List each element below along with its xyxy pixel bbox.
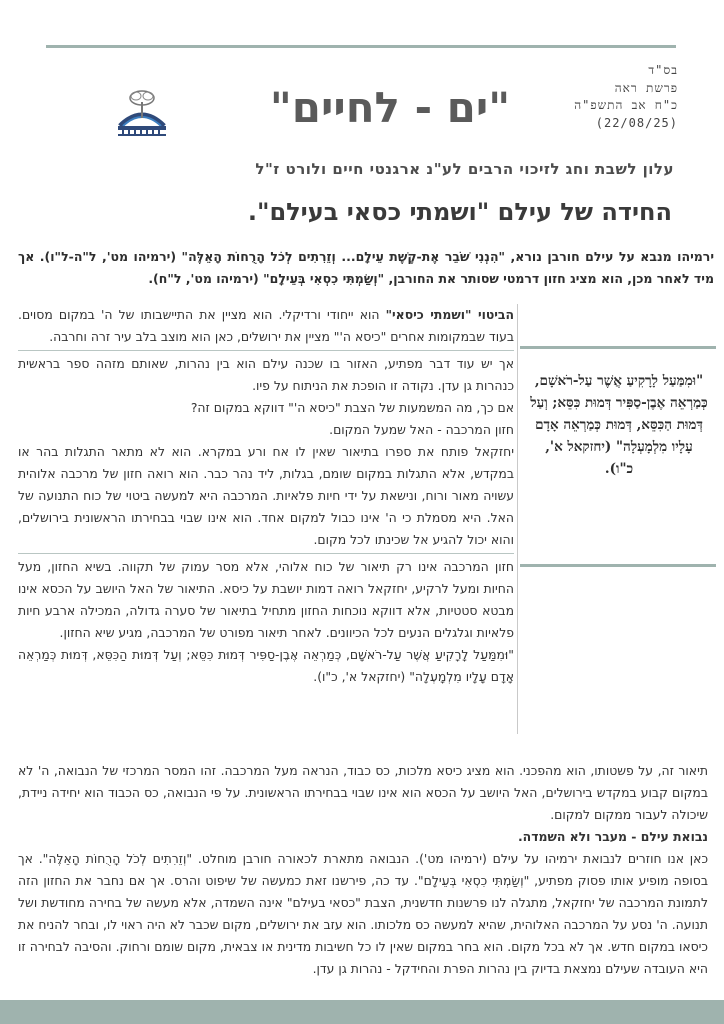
full-width-column [18, 760, 708, 980]
article-intro [18, 246, 714, 290]
paragraph: תיאור זה, על פשטותו, הוא מהפכני. הוא מציג כיסא מלכות, כס כבוד, הנראה מעל המרכבה. זהו המסר המרכזי של הנבואה, ה' לא במקום קבוע במקדש בירושלים, האל היושב על הכסא הוא אינו שבוי בבחירתו הראשונית. על פי הנבואה, כס הכבוד הוא יחידה ניידת, שיכולה לעבור ממקום למקום. [18, 763, 708, 822]
paragraph: "וּמִמַּעַל לָרָקִיעַ אֲשֶׁר עַל-רֹאשָׁם, כְּמַרְאֵה אֶבֶן-סַפִּיר דְּמוּת כִּסֵּא; וְעַל דְּמוּת הַכִּסֵּא, דְּמוּת כְּמַרְאֵה אָדָם עָלָיו מִלְמָעְלָה" (יחזקאל א', כ"ו). [18, 647, 514, 684]
paragraph: חזון המרכבה אינו רק תיאור של כוח אלוהי, אלא מסר עמוק של תקווה. בשיא החזון, מעל החיות ומעל לרקיע, יחזקאל רואה דמות יושבת על כיסא. התיאור של האל היושב על הכסא אינו מבטא סטטיות, אלא דווקא נוכחות החזון מתחיל בתיאור של סערה גדולה, המכילה ארבע חיות פלאיות וגלגלים הנעים לכל הכיוונים. לאחר תיאור מפורט של המרכבה, מגיע שיא החזון. [18, 559, 514, 640]
main-column [18, 304, 514, 688]
logo [112, 84, 172, 144]
pullquote-rule-top [520, 346, 716, 349]
meta-line: (22/08/25) [595, 115, 678, 130]
paragraph: חזון המרכבה - האל שמעל המקום. [329, 422, 514, 437]
pullquote-rule-bottom [520, 564, 716, 567]
section-divider [18, 553, 514, 554]
meta-line: בס"ד [648, 63, 678, 77]
section-divider [18, 350, 514, 351]
newsletter-title: "ים - לחיים" [269, 83, 511, 132]
article-headline: החידה של עילם "ושמתי כסאי בעילם". [247, 198, 672, 226]
paragraph: אך יש עוד דבר מפתיע, האזור בו שכנה עילם הוא בין נהרות, שאותם מזהה ספר בראשית כנהרות גן עדן. נקודה זו הופכת את הניתוח על פיו. [18, 356, 514, 393]
tree-bridge-logo-icon [112, 84, 172, 144]
bottom-band [0, 1000, 724, 1024]
top-rule [46, 45, 676, 48]
meta-line: פרשת ראה [614, 80, 678, 95]
paragraph-text: הוא ייחודי ורדיקלי. הוא מציין את התיישבותו של ה' במקום מסוים. בעוד שבמקומות אחרים "כיסא ה'" מציין את ירושלים, כאן הוא מוצב בלב עיר זרה וחרבה. [18, 307, 514, 344]
paragraph: אם כך, מה המשמעות של הצבת "כיסא ה'" דווקא במקום זה? [190, 400, 514, 415]
lead-phrase: הביטוי "ושמתי כיסאי" [385, 307, 514, 322]
issue-meta [574, 62, 678, 132]
paragraph: יחזקאל פותח את ספרו בתיאור שאין לו אח ורע במקרא. הוא לא מתאר התגלות בהר או במקדש, אלא התגלות במקום שומם, בגלות, ליד נהר כבר. הוא רואה חזון של מרכבה אלוהית עשויה מאור ורוח, ונישאת על ידי חיות פלאיות. המרכבה היא למעשה ביטוי של כוח התנועה של האל. היא מסמלת כי ה' אינו כבול למקום אחד. הוא אינו שבוי בבחירתו הראשונית בירושלים, והוא יכול להגיע אל שכינתו לכל מקום. [18, 444, 514, 547]
paragraph: כאן אנו חוזרים לנבואת ירמיהו על עילם (ירמיהו מט'). הנבואה מתארת לכאורה חורבן מוחלט. "וְזֵרִתִים לְכֹל הָרֻחוֹת הָאֵלֶּה". אך בסופה מופיע אותו פסוק מפתיע, "וְשַׂמְתִּי כִסְאִי בְּעֵילָם". עד כה, פירשנו זאת כמעשה של שיפוט והרס. אך אם נחבר את החזון הזה לתמונת המרכבה של יחזקאל, מתגלה לנו פרשנות חדשנית, הצבת "כסאי בעילם" אינה השמדה, אלא מעשה של בחירה מחודשת ושל תנועה. ה' נסע על המרכבה האלוהית, שהיא למעשה כס מלכותו. הוא עזב את ירושלים, מקום שכבר לא היה ראוי לו, ובחר להניח את כיסאו במקום חדש. אך לא בכל מקום. הוא בחר במקום שאין לו כל חשיבות מדינית או צבאית, מקום שומם ורחוק. והסיבה לבחירה זו היא העובדה שעילם נמצאת בדיוק בין נהרות הפרת והחידקל - נהרות גן עדן. [18, 851, 708, 976]
pull-quote: "וּמִמַּעַל לָרָקִיעַ אֲשֶׁר עַל-רֹאשָׁם, כְּמַרְאֵה אֶבֶן-סַפִּיר דְּמוּת כִּסֵּא; וְעַל דְּמוּת הַכִּסֵּא, דְּמוּת כְּמַרְאֵה אָדָם עָלָיו מִלְמָעְלָה" (יחזקאל א', כ"ו). [530, 373, 708, 477]
intro-paragraph: ירמיהו מנבא על עילם חורבן נורא, "הִנְנִי שֹׁבֵר אֶת-קֶשֶׁת עֵילָם... וְזֵרִתִים לְכֹל הָרֻחוֹת הָאֵלֶּה" (ירמיהו מט', ל"ה-ל"ו). אך מיד לאחר מכן, הוא מציג חזון דרמטי שסותר את החורבן, "וְשַׂמְתִּי כִסְאִי בְּעֵילָם" (ירמיהו מט', ל"ח). [18, 249, 714, 286]
column-divider [517, 304, 518, 734]
section-subhead: נבואת עילם - מעבר ולא השמדה. [517, 829, 708, 844]
dedication-subtitle: עלון לשבת וחג לזיכוי הרבים לע"נ ארגנטי חיים ולורט ז"ל [255, 160, 674, 178]
meta-line: כ"ח אב התשפ"ה [574, 98, 678, 112]
paragraph [18, 304, 514, 348]
